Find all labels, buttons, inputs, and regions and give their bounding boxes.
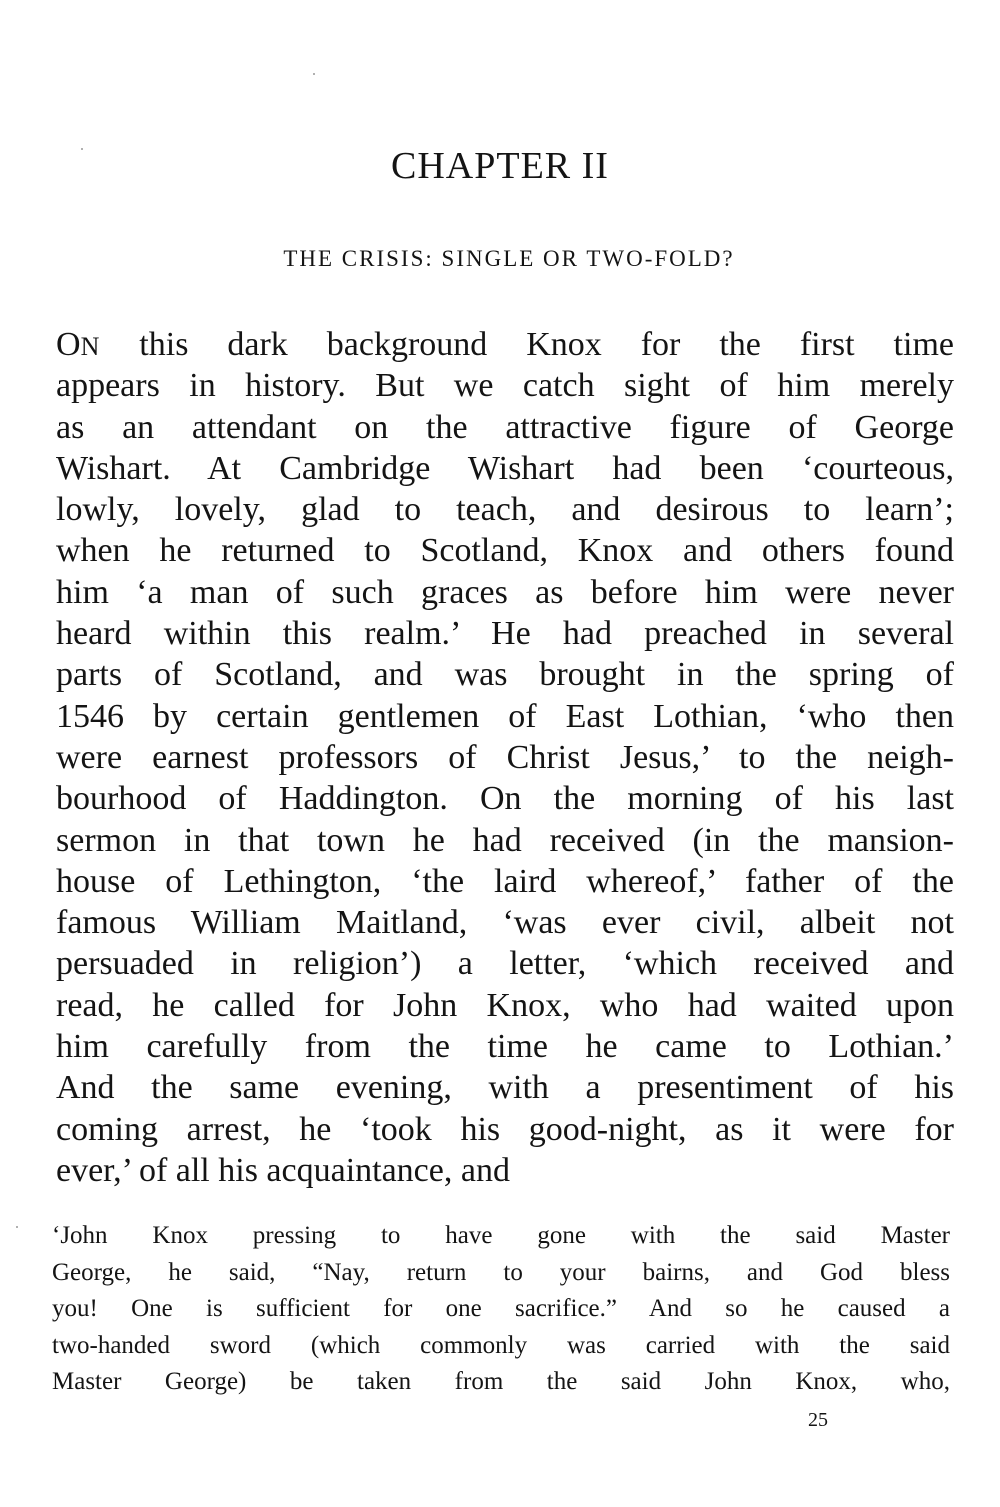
footnote-line-2: George, he said, “Nay, return to your bairns, and God bless: [52, 1258, 950, 1286]
body-line-1-text: this dark background Knox for the first time: [100, 326, 954, 363]
body-line-4: Wishart. At Cambridge Wishart had been ‘courteous,: [56, 449, 954, 487]
body-line-3: as an attendant on the attractive figure of George: [56, 408, 954, 446]
page-number: 25: [808, 1409, 828, 1431]
body-line-8: heard within this realm.’ He had preached in several: [56, 615, 954, 653]
main-paragraph: [56, 324, 954, 1191]
scan-speck: [16, 1226, 18, 1228]
footnote-line-4: two-handed sword (which commonly was carried with the said: [52, 1331, 950, 1359]
footnote-line-1: ‘John Knox pressing to have gone with the said Master: [52, 1222, 950, 1249]
small-caps-rest: N: [80, 332, 101, 361]
body-line-16: persuaded in religion’) a letter, ‘which received and: [56, 945, 954, 983]
body-line-14: house of Lethington, ‘the laird whereof,’ father of the: [56, 862, 954, 900]
drop-letter: O: [56, 326, 81, 363]
body-line-20: coming arrest, he ‘took his good-night, as it were for: [56, 1110, 954, 1148]
body-line-2: appears in history. But we catch sight of him merely: [56, 367, 954, 405]
body-line-5: lowly, lovely, glad to teach, and desirous to learn’;: [56, 491, 954, 529]
chapter-subtitle: THE CRISIS: SINGLE OR TWO-FOLD?: [283, 246, 735, 271]
body-line-7: him ‘a man of such graces as before him were never: [56, 573, 954, 611]
body-line-10: 1546 by certain gentlemen of East Lothian, ‘who then: [56, 697, 954, 735]
body-line-9: parts of Scotland, and was brought in the spring of: [56, 656, 954, 694]
footnote-line-5: Master George) be taken from the said John Knox, who,: [52, 1368, 950, 1395]
scan-speck: [313, 73, 315, 75]
body-line-11: were earnest professors of Christ Jesus,’ to the neigh-: [56, 738, 954, 776]
body-line-18: him carefully from the time he came to Lothian.’: [56, 1028, 954, 1066]
footnote-line-3: you! One is sufficient for one sacrifice.” And so he caused a: [52, 1295, 950, 1322]
body-line-6: when he returned to Scotland, Knox and others found: [56, 532, 954, 570]
body-line-17: read, he called for John Knox, who had waited upon: [56, 986, 954, 1024]
body-line-13: sermon in that town he had received (in the mansion-: [56, 821, 954, 859]
footnote: [52, 1218, 950, 1401]
body-line-21: ever,’ of all his acquaintance, and: [56, 1151, 510, 1189]
body-line-1: [56, 324, 954, 365]
body-line-15: famous William Maitland, ‘was ever civil, albeit not: [56, 904, 954, 942]
body-line-12: bourhood of Haddington. On the morning of his last: [56, 780, 954, 818]
body-line-19: And the same evening, with a presentiment of his: [56, 1069, 954, 1107]
scan-speck: [81, 148, 83, 150]
chapter-title: CHAPTER II: [391, 145, 609, 187]
